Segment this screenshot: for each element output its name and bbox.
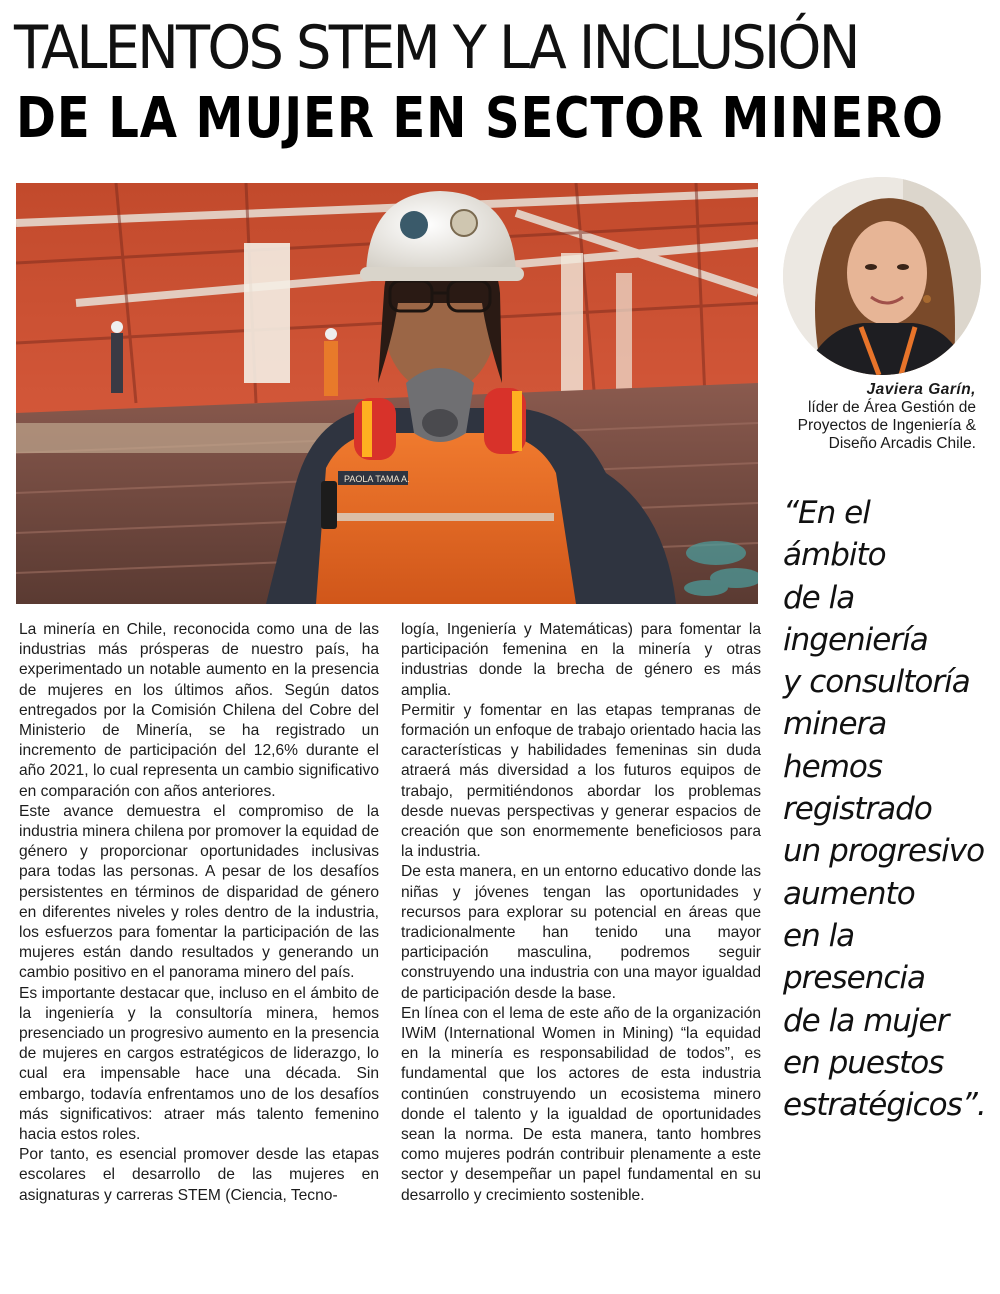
quote-line: en la xyxy=(783,917,855,954)
caption-name: Javiera Garín, xyxy=(866,381,976,398)
quote-line: y consultoría xyxy=(783,664,970,701)
headline-line-2: DE LA MUJER EN SECTOR MINERO xyxy=(16,86,944,151)
pull-quote xyxy=(783,492,995,1126)
caption-role-line-1: líder de Área Gestión de xyxy=(807,399,976,416)
paragraph: En línea con el lema de este año de la organización IWiM (International Women in Mining) “la equidad en la minería es responsabilidad de todos”, es fundamental que los actores de esta industria continúen construyendo un ecosistema minero donde el talento y la igualdad de oportunidades sean la norma. De esta manera, tanto hombres como mujeres podrán contribuir plenamente a este sector y desempeñar un papel fundamental en su desarrollo y crecimiento sostenible. xyxy=(401,1004,761,1204)
javiera-garin-portrait xyxy=(783,177,981,375)
badge-text: PAOLA TAMA A. xyxy=(344,474,410,484)
quote-line: de la mujer xyxy=(783,1002,949,1039)
paragraph: Por tanto, es esencial promover desde las etapas escolares el desarrollo de las mujeres en asignaturas y carreras STEM (Ciencia, Tecno- xyxy=(19,1146,379,1204)
paragraph: Permitir y fomentar en las etapas tempranas de formación un enfoque de trabajo orientado hacia las características y habilidades femeninas sin duda atraerá más diversidad a los futuros equipos de trabajo, permitiéndonos abordar los problemas desde nuevas perspectivas y generar espacios de creación que son enormemente beneficiosos para la industria. xyxy=(401,701,761,861)
quote-line: en puestos xyxy=(783,1044,944,1081)
quote-line: registrado xyxy=(783,791,932,828)
quote-line: un progresivo xyxy=(783,833,985,870)
article-column-1 xyxy=(19,620,379,1206)
portrait-caption xyxy=(760,381,976,453)
headline-line-1: TALENTOS STEM Y LA INCLUSIÓN xyxy=(14,13,858,83)
paragraph: Es importante destacar que, incluso en el ámbito de la ingeniería y la consultoría minera, hemos presenciado un progresivo aumento en la presencia de mujeres en cargos estratégicos de liderazgo, lo cual era impensable hace una década. Sin embargo, todavía enfrentamos uno de los desafíos más significativos: atraer más talento femenino hacia estos roles. xyxy=(19,984,379,1144)
quote-line: minera xyxy=(783,706,887,743)
quote-line: de la xyxy=(783,579,855,616)
quote-line: aumento xyxy=(783,875,915,912)
article-column-2 xyxy=(401,620,761,1206)
mining-worker-photo xyxy=(16,183,758,604)
quote-line: “En el xyxy=(783,495,870,531)
quote-line: ingeniería xyxy=(783,621,928,658)
quote-line: presencia xyxy=(783,960,926,997)
paragraph: Este avance demuestra el compromiso de la industria minera chilena por promover la equidad de género y proporcionar oportunidades inclusivas para todas las personas. A pesar de los desafíos persistentes en términos de disparidad de género en diferentes niveles y roles dentro de la industria, los esfuerzos para fomentar la participación de las mujeres están dando resultados y generando un cambio positivo en el panorama minero del país. xyxy=(19,802,379,982)
quote-line: ámbito xyxy=(783,537,886,574)
paragraph: La minería en Chile, reconocida como una de las industrias más prósperas de nuestro país, ha experimentado un notable aumento en la presencia de mujeres en los últimos años. Según datos entregados por la Comisión Chilena del Cobre del Ministerio de Minería, se ha registrado un incremento de participación del 12,6% durante el año 2021, lo cual representa un cambio significativo en comparación con años anteriores. xyxy=(19,621,379,800)
paragraph: De esta manera, en un entorno educativo donde las niñas y jóvenes tengan las oportunidades y recursos para explorar su potencial en áreas que tradicionalmente han tenido una mayor participación masculina, podremos seguir construyendo una industria con una mayor igualdad de participación desde la base. xyxy=(401,863,761,1002)
paragraph: logía, Ingeniería y Matemáticas) para fomentar la participación femenina en la minería y otras industrias donde la brecha de género es más amplia. xyxy=(401,621,761,699)
quote-line: estratégicos”. xyxy=(783,1087,986,1124)
caption-role-line-3: Diseño Arcadis Chile. xyxy=(828,435,976,452)
quote-line: hemos xyxy=(783,748,883,785)
caption-role-line-2: Proyectos de Ingeniería & xyxy=(797,417,976,434)
